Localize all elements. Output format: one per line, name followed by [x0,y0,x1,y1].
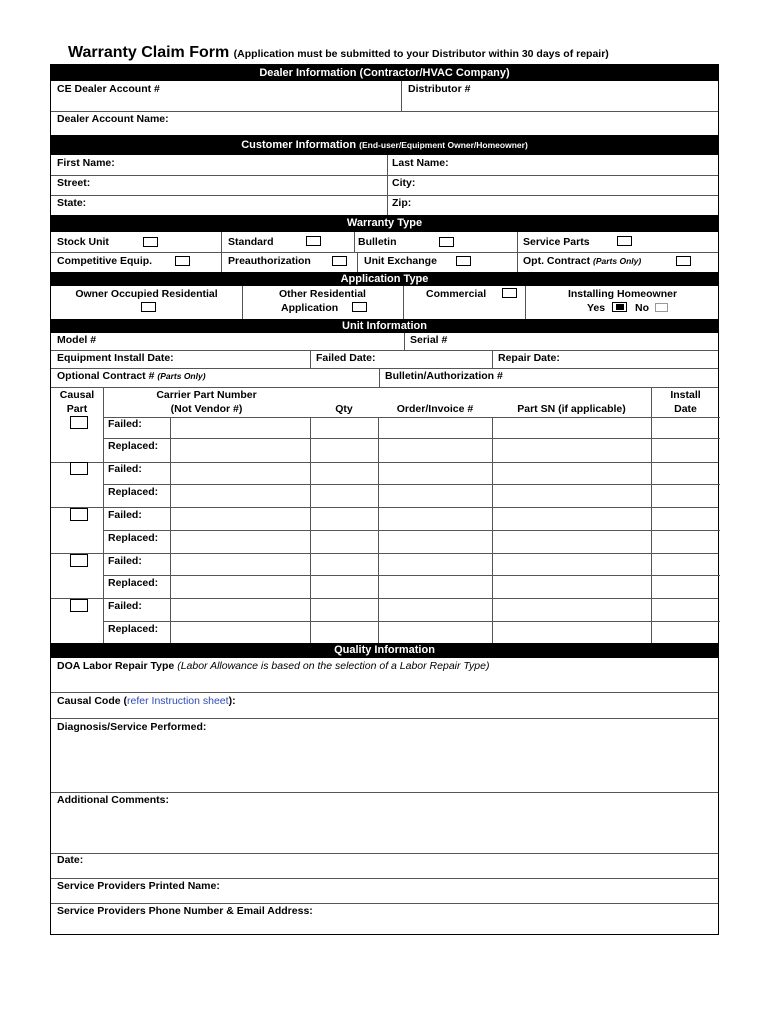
divider [103,621,720,622]
failed-label: Failed: [108,418,142,430]
zip-label: Zip: [392,197,412,209]
divider [51,195,718,196]
col-causal-part-2: Part [66,403,88,415]
other-residential-label: Other Residential [279,288,366,300]
service-parts-label: Service Parts [523,236,590,248]
divider [51,507,718,508]
opt-contract-label [523,255,641,267]
divider [387,155,388,215]
warranty-type-title: Warranty Type [346,217,423,229]
provider-name-label: Service Providers Printed Name: [57,880,220,892]
city-label: City: [392,177,416,189]
causal-part-checkbox[interactable] [70,462,88,475]
replaced-label: Replaced: [108,532,159,544]
repair-date-label: Repair Date: [498,352,560,364]
optional-contract-label [57,370,206,382]
col-install-date-1: Install [670,389,701,401]
opt-contract-text: Opt. Contract [523,255,591,267]
col-install-date-2: Date [674,403,697,415]
form-title [68,44,609,62]
additional-comments-label: Additional Comments: [57,794,169,806]
form-title-subtitle: (Application must be submitted to your Distributor within 30 days of repair) [233,48,609,60]
divider [379,368,380,387]
installing-homeowner-no-checkbox[interactable] [655,303,668,312]
optional-contract-note: (Parts Only) [157,371,206,381]
divider [651,387,652,643]
customer-section-note: (End-user/Equipment Owner/Homeowner) [359,140,528,150]
serial-label: Serial # [410,334,448,346]
standard-checkbox[interactable] [306,236,321,246]
competitive-equip-label: Competitive Equip. [57,255,153,267]
bulletin-label: Bulletin [358,236,397,248]
divider [492,350,493,368]
form-title-main: Warranty Claim Form [68,44,230,61]
divider [103,575,720,576]
failed-label: Failed: [108,555,142,567]
doa-label-text: DOA Labor Repair Type [57,660,175,672]
col-qty: Qty [335,403,353,415]
divider [401,81,402,111]
opt-contract-note: (Parts Only) [593,256,642,266]
warranty-claim-form [50,64,719,935]
street-label: Street: [57,177,91,189]
bulletin-checkbox[interactable] [439,237,454,247]
quality-information-title: Quality Information [334,644,435,656]
divider [51,792,718,793]
standard-label: Standard [228,236,274,248]
failed-label: Failed: [108,600,142,612]
dealer-section-title: Dealer Information (Contractor/HVAC Company) [259,67,510,79]
divider [103,417,720,418]
col-carrier-part-2: (Not Vendor #) [170,403,243,415]
unit-information-header [51,319,718,333]
divider [51,598,718,599]
first-name-label: First Name: [57,157,115,169]
causal-part-checkbox[interactable] [70,599,88,612]
opt-contract-checkbox[interactable] [676,256,691,266]
customer-section-title: Customer Information [241,139,357,151]
dealer-account-name-label: Dealer Account Name: [57,113,169,125]
divider [357,252,358,272]
divider [51,387,718,388]
competitive-equip-checkbox[interactable] [175,256,190,266]
unit-exchange-checkbox[interactable] [456,256,471,266]
state-label: State: [57,197,87,209]
replaced-label: Replaced: [108,486,159,498]
last-name-label: Last Name: [392,157,449,169]
quality-information-header [51,643,718,658]
divider [103,387,104,643]
stock-unit-label: Stock Unit [57,236,109,248]
commercial-label: Commercial [426,288,487,300]
divider [51,111,718,112]
preauthorization-checkbox[interactable] [332,256,347,266]
application-type-header [51,272,718,286]
divider [354,232,355,252]
failed-date-label: Failed Date: [316,352,376,364]
service-parts-checkbox[interactable] [617,236,632,246]
optional-contract-text: Optional Contract # [57,370,155,382]
installing-homeowner-label: Installing Homeowner [567,288,678,300]
application-type-title: Application Type [340,273,429,285]
failed-label: Failed: [108,463,142,475]
divider [403,286,404,319]
install-date-label: Equipment Install Date: [57,352,174,364]
divider [51,692,718,693]
causal-part-checkbox[interactable] [70,416,88,429]
divider [51,853,718,854]
divider [51,252,718,253]
customer-section-header [51,135,718,155]
replaced-label: Replaced: [108,440,159,452]
divider [103,530,720,531]
date-label: Date: [57,854,84,866]
doa-label-note: (Labor Allowance is based on the selection of a Labor Repair Type) [177,660,490,672]
divider [51,462,718,463]
causal-part-checkbox[interactable] [70,554,88,567]
distributor-label: Distributor # [408,83,471,95]
installing-homeowner-yes-checkbox[interactable] [612,302,627,312]
commercial-checkbox[interactable] [502,288,517,298]
diagnosis-label: Diagnosis/Service Performed: [57,721,207,733]
causal-code-text: Causal Code ( [57,695,128,707]
divider [310,350,311,368]
bulletin-authorization-label: Bulletin/Authorization # [385,370,503,382]
stock-unit-checkbox[interactable] [143,237,158,247]
replaced-label: Replaced: [108,577,159,589]
provider-contact-label: Service Providers Phone Number & Email Address: [57,905,313,917]
divider [404,333,405,350]
causal-code-end: ): [228,695,236,707]
col-carrier-part-1: Carrier Part Number [156,389,257,401]
owner-occupied-label: Owner Occupied Residential [75,288,218,300]
doa-labor-repair-type-label [57,660,489,672]
col-order-invoice: Order/Invoice # [396,403,474,415]
divider [51,553,718,554]
divider [51,878,718,879]
dealer-section-header [51,65,718,81]
unit-information-title: Unit Information [342,320,427,332]
causal-code-label [57,695,236,707]
causal-part-checkbox[interactable] [70,508,88,521]
owner-occupied-checkbox[interactable] [141,302,156,312]
model-label: Model # [57,334,97,346]
refer-instruction-sheet-link[interactable]: refer Instruction sheet [127,695,229,707]
unit-exchange-label: Unit Exchange [364,255,437,267]
divider [51,368,718,369]
divider [103,484,720,485]
preauthorization-label: Preauthorization [228,255,311,267]
replaced-label: Replaced: [108,623,159,635]
other-residential-application-label: Application [281,302,339,314]
warranty-type-header [51,215,718,232]
divider [51,350,718,351]
ce-dealer-account-label: CE Dealer Account # [57,83,160,95]
col-part-sn: Part SN (if applicable) [517,403,626,415]
divider [51,175,718,176]
installing-homeowner-yes-label: Yes [587,302,606,314]
col-causal-part-1: Causal [59,389,95,401]
divider [51,718,718,719]
other-residential-checkbox[interactable] [352,302,367,312]
failed-label: Failed: [108,509,142,521]
divider [103,438,720,439]
divider [51,903,718,904]
installing-homeowner-no-label: No [635,302,649,314]
